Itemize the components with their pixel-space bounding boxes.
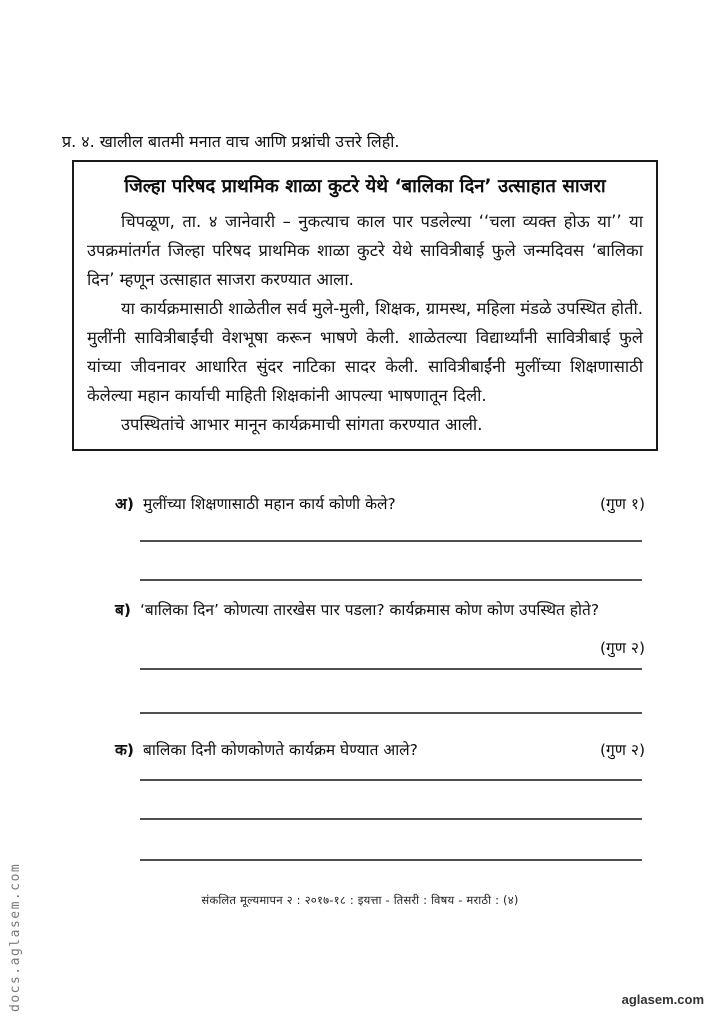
question-c-label: क) <box>115 741 134 759</box>
question-b-text: ‘बालिका दिन’ कोणत्या तारखेस पार पडला? कार्यक्रमास कोण कोण उपस्थित होते? <box>139 601 600 619</box>
answer-line <box>140 779 642 781</box>
news-paragraph-2: या कार्यक्रमासाठी शाळेतील सर्व मुले-मुली, शिक्षक, ग्रामस्थ, महिला मंडळे उपस्थित होती. मुलींनी सावित्रीबाईंची वेशभूषा करून भाषणे केली. शाळेतल्या विद्यार्थ्यांनी सावित्रीबाई फुले यांच्या जीवनावर आधारित सुंदर नाटिका सादर केली. सावित्रीबाईंनी मुलींच्या शिक्षणासाठी केलेल्या महान कार्याची माहिती शिक्षकांनी आपल्या भाषणातून दिली. <box>87 299 643 405</box>
bottom-right-watermark: aglasem.com <box>621 992 704 1007</box>
question-a <box>115 494 645 515</box>
answer-line <box>140 859 642 861</box>
footer-exam-info: संकलित मूल्यमापन २ : २०१७-१८ : इयत्ता - तिसरी : विषय - मराठी : (४) <box>201 893 519 907</box>
question-heading: प्र. ४. खालील बातमी मनात वाच आणि प्रश्नांची उत्तरे लिही. <box>62 132 400 151</box>
news-paragraph-3: उपस्थितांचे आभार मानून कार्यक्रमाची सांगता करण्यात आली. <box>121 415 483 434</box>
question-a-label: अ) <box>115 495 134 513</box>
answer-line <box>140 668 642 670</box>
question-a-marks: (गुण १) <box>599 495 645 513</box>
question-b-marks: (गुण २) <box>599 639 645 657</box>
news-paragraph-1: चिपळूण, ता. ४ जानेवारी – नुकत्याच काल पार पडलेल्या ‘‘चला व्यक्त होऊ या’’ या उपक्रमांतर्गत जिल्हा परिषद प्राथमिक शाळा कुटरे येथे सावित्रीबाई फुले जन्मदिवस ‘बालिका दिन’ म्हणून उत्साहात साजरा करण्यात आला. <box>87 212 643 289</box>
answer-line <box>140 818 642 820</box>
answer-line <box>140 540 642 542</box>
question-b-label: ब) <box>115 601 131 619</box>
question-c-text: बालिका दिनी कोणकोणते कार्यक्रम घेण्यात आले? <box>143 741 418 759</box>
news-article-box <box>72 160 658 451</box>
question-a-text: मुलींच्या शिक्षणासाठी महान कार्य कोणी केले? <box>142 495 396 513</box>
answer-line <box>140 712 642 714</box>
question-c <box>115 740 645 761</box>
news-article-title: जिल्हा परिषद प्राथमिक शाळा कुटरे येथे ‘बालिका दिन’ उत्साहात साजरा <box>124 176 606 197</box>
answer-line <box>140 579 642 581</box>
question-c-marks: (गुण २) <box>599 741 645 759</box>
side-watermark: docs.aglasem.com <box>8 862 23 1012</box>
question-b <box>115 600 645 621</box>
